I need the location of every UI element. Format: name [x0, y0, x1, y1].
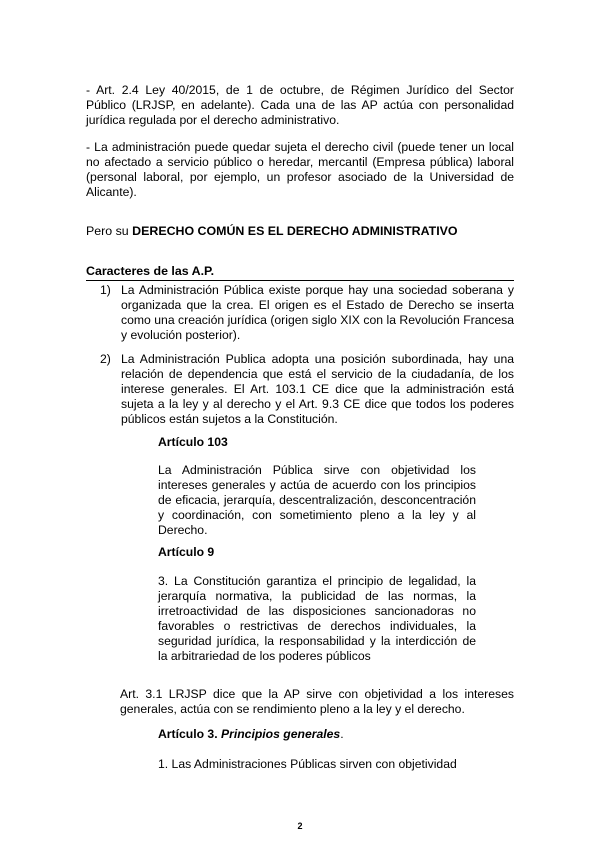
article-9-title: Artículo 9 [158, 545, 215, 559]
article-3-title-italic: Principios generales [220, 727, 341, 741]
paragraph-derecho-civil: - La administración puede quedar sujeta el derecho civil (puede tener un local no afectado a servicio público o heredar, mercantil (Empresa pública) laboral (personal laboral, por ejemplo, un profesor asociado de la Universidad de Alicante). [86, 140, 514, 199]
derecho-comun-emphasis: DERECHO COMÚN ES EL DERECHO ADMINISTRATIVO [132, 224, 458, 238]
article-3-title-prefix: Artículo 3. [158, 727, 221, 741]
derecho-comun-prefix: Pero su [86, 224, 133, 238]
article-3-body: 1. Las Administraciones Públicas sirven con objetividad [158, 757, 457, 771]
article-103-body: La Administración Pública sirve con objetividad los intereses generales y actúa de acuerdo con los principios de eficacia, jerarquía, descentralización, desconcentración y coordinación, con sometimiento pleno a la ley y al Derecho. [158, 463, 476, 537]
article-3-title-suffix: . [340, 727, 344, 741]
page-number: 2 [297, 821, 303, 831]
list-item-text: La Administración Pública existe porque hay una sociedad soberana y organizada que la crea. El origen es el Estado de Derecho se inserta como una creación jurídica (origen siglo XIX con la Revolución Francesa y evolución posterior). [121, 283, 514, 342]
article-3-title [158, 727, 344, 742]
list-item-number: 1) [100, 283, 111, 297]
article-9-body: 3. La Constitución garantiza el principio de legalidad, la jerarquía normativa, la publicidad de las normas, la irretroactividad de las disposiciones sancionadoras no favorables o restrictivas de derechos individuales, la seguridad jurídica, la responsabilidad y la interdicción de la arbitrariedad de los poderes públicos [158, 574, 476, 663]
list-item-text: La Administración Publica adopta una posición subordinada, hay una relación de dependencia que está el servicio de la ciudadanía, de los interese generales. El Art. 103.1 CE dice que la administración está sujeta a la ley y al derecho y el Art. 9.3 CE dice que todos los poderes públicos están sujetos a la Constitución. [121, 352, 514, 426]
section-heading-caracteres: Caracteres de las A.P. [86, 264, 514, 281]
article-103-title: Artículo 103 [158, 435, 228, 449]
list-item-number: 2) [100, 352, 111, 366]
paragraph-lrjsp-art-3-1: Art. 3.1 LRJSP dice que la AP sirve con objetividad a los intereses generales, actúa con se rendimiento pleno a la ley y el derecho. [120, 687, 514, 716]
paragraph-derecho-comun [86, 224, 514, 239]
paragraph-lrjsp-art-2-4: - Art. 2.4 Ley 40/2015, de 1 de octubre, de Régimen Jurídico del Sector Público (LRJSP, en adelante). Cada una de las AP actúa con personalidad jurídica regulada por el derecho administrativo. [86, 83, 514, 127]
